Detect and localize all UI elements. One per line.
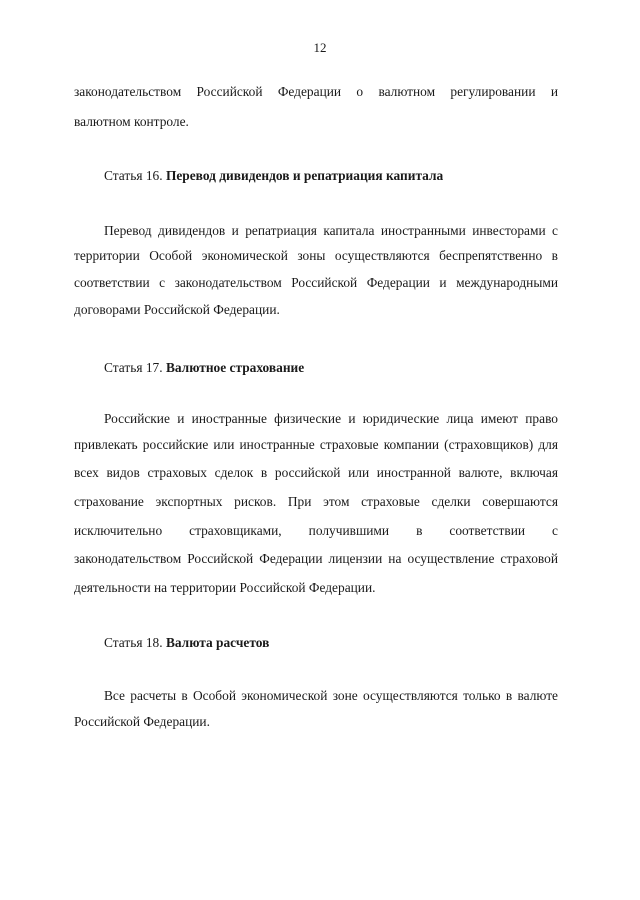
paragraph-line: Перевод дивидендов и репатриация капитала иностранными инвесторами с — [104, 223, 558, 238]
paragraph-line: договорами Российской Федерации. — [74, 302, 280, 317]
article-17-heading — [104, 360, 304, 376]
paragraph-line: деятельности на территории Российской Федерации. — [74, 580, 376, 595]
paragraph-line: валютном контроле. — [74, 114, 189, 129]
article-title: Перевод дивидендов и репатриация капитала — [165, 168, 444, 183]
paragraph-line: всех видов страховых сделок в российской или иностранной валюте, включая — [74, 465, 558, 480]
article-title: Валютное страхование — [165, 360, 305, 375]
article-label: Статья 18. — [104, 635, 163, 650]
paragraph-line: привлекать российские или иностранные страховые компании (страховщиков) для — [74, 437, 558, 452]
paragraph-line: законодательством Российской Федерации о валютном регулировании и — [74, 84, 558, 99]
paragraph-line: Все расчеты в Особой экономической зоне осуществляются только в валюте — [104, 688, 558, 703]
article-label: Статья 17. — [104, 360, 163, 375]
paragraph-line: исключительно страховщиками, получившими в соответствии с — [74, 523, 558, 538]
paragraph-line: Российской Федерации. — [74, 714, 210, 729]
paragraph-line: Российские и иностранные физические и юридические лица имеют право — [104, 411, 558, 426]
article-18-heading — [104, 635, 269, 651]
paragraph-line: территории Особой экономической зоны осуществляются беспрепятственно в — [74, 248, 558, 263]
article-title: Валюта расчетов — [165, 635, 270, 650]
paragraph-line: страхование экспортных рисков. При этом страховые сделки совершаются — [74, 494, 558, 509]
page-number: 12 — [313, 40, 327, 55]
paragraph-line: соответствии с законодательством Российской Федерации и международными — [74, 275, 558, 290]
paragraph-line: законодательством Российской Федерации лицензии на осуществление страховой — [74, 551, 558, 566]
article-16-heading — [104, 168, 443, 184]
article-label: Статья 16. — [104, 168, 163, 183]
